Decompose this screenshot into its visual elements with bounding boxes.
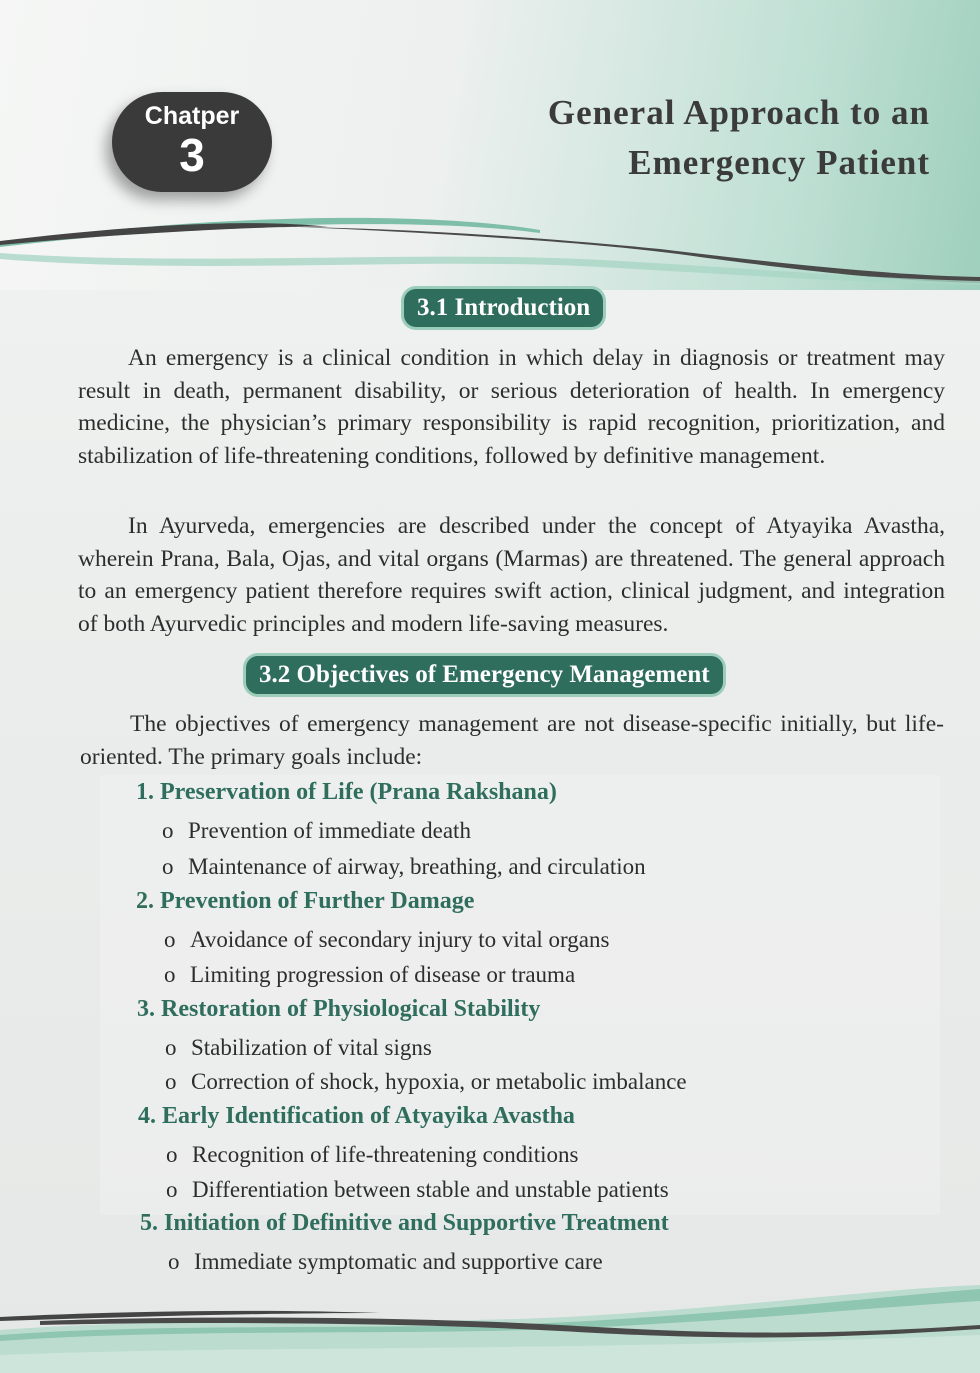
bullet-marker-icon: o [162,818,174,843]
objective-heading: 4. Early Identification of Atyayika Avastha [138,1103,575,1129]
objective-bullet [165,1035,432,1061]
bullet-marker-icon: o [168,1249,180,1274]
footer-wave-decoration [0,1275,980,1373]
chapter-title [410,88,930,188]
section-heading-objectives: 3.2 Objectives of Emergency Management [246,656,723,694]
objective-bullet [162,818,471,844]
section-heading-introduction: 3.1 Introduction [404,289,603,327]
bullet-text: Stabilization of vital signs [191,1035,432,1060]
intro-paragraph-2: In Ayurveda, emergencies are described under the concept of Atyayika Avastha, wherein Prana, Bala, Ojas, and vital organs (Marmas) are threatened. The general approach to an emergency patient therefore requires swift action, clinical judgment, and integration of both Ayurvedic principles and modern life-saving measures. [78,513,945,637]
objectives-intro-paragraph: The objectives of emergency management are not disease-specific initially, but life-oriented. The primary goals include: [80,711,944,770]
chapter-title-line-2: Emergency Patient [628,143,930,182]
bullet-marker-icon: o [164,962,176,987]
objective-bullet [164,927,609,953]
chapter-title-line-1: General Approach to an [547,93,930,132]
bullet-text: Maintenance of airway, breathing, and circulation [188,854,646,879]
bullet-text: Avoidance of secondary injury to vital organs [190,927,610,952]
bullet-text: Recognition of life-threatening conditions [192,1142,579,1167]
objective-bullet [165,1069,687,1095]
bullet-text: Immediate symptomatic and supportive care [194,1249,603,1274]
objective-heading: 3. Restoration of Physiological Stability [137,996,541,1022]
objective-heading: 5. Initiation of Definitive and Supportive Treatment [140,1210,669,1236]
bullet-marker-icon: o [165,1035,177,1060]
objective-bullet [166,1142,578,1168]
chapter-label: Chatper [144,102,240,130]
objective-bullet [168,1249,603,1275]
objective-bullet [166,1177,669,1203]
chapter-badge [112,92,272,192]
objective-bullet [162,854,646,880]
intro-paragraph-1: An emergency is a clinical condition in which delay in diagnosis or treatment may result in death, permanent disability, or serious deterioration of health. In emergency medicine, the physician’s primary responsibility is rapid recognition, prioritization, and stabilization of life-threatening conditions, followed by definitive management. [78,345,945,469]
bullet-marker-icon: o [166,1142,178,1167]
bullet-marker-icon: o [164,927,176,952]
bullet-text: Limiting progression of disease or trauma [190,962,576,987]
objective-bullet [164,962,575,988]
bullet-text: Correction of shock, hypoxia, or metabolic imbalance [191,1069,687,1094]
objective-heading: 2. Prevention of Further Damage [136,888,475,914]
bullet-marker-icon: o [162,854,174,879]
bullet-text: Prevention of immediate death [188,818,471,843]
bullet-marker-icon: o [165,1069,177,1094]
chapter-number: 3 [179,129,205,181]
header-wave-decoration [0,205,980,295]
bullet-text: Differentiation between stable and unstable patients [192,1177,669,1202]
bullet-marker-icon: o [166,1177,178,1202]
objective-heading: 1. Preservation of Life (Prana Rakshana) [136,779,557,805]
